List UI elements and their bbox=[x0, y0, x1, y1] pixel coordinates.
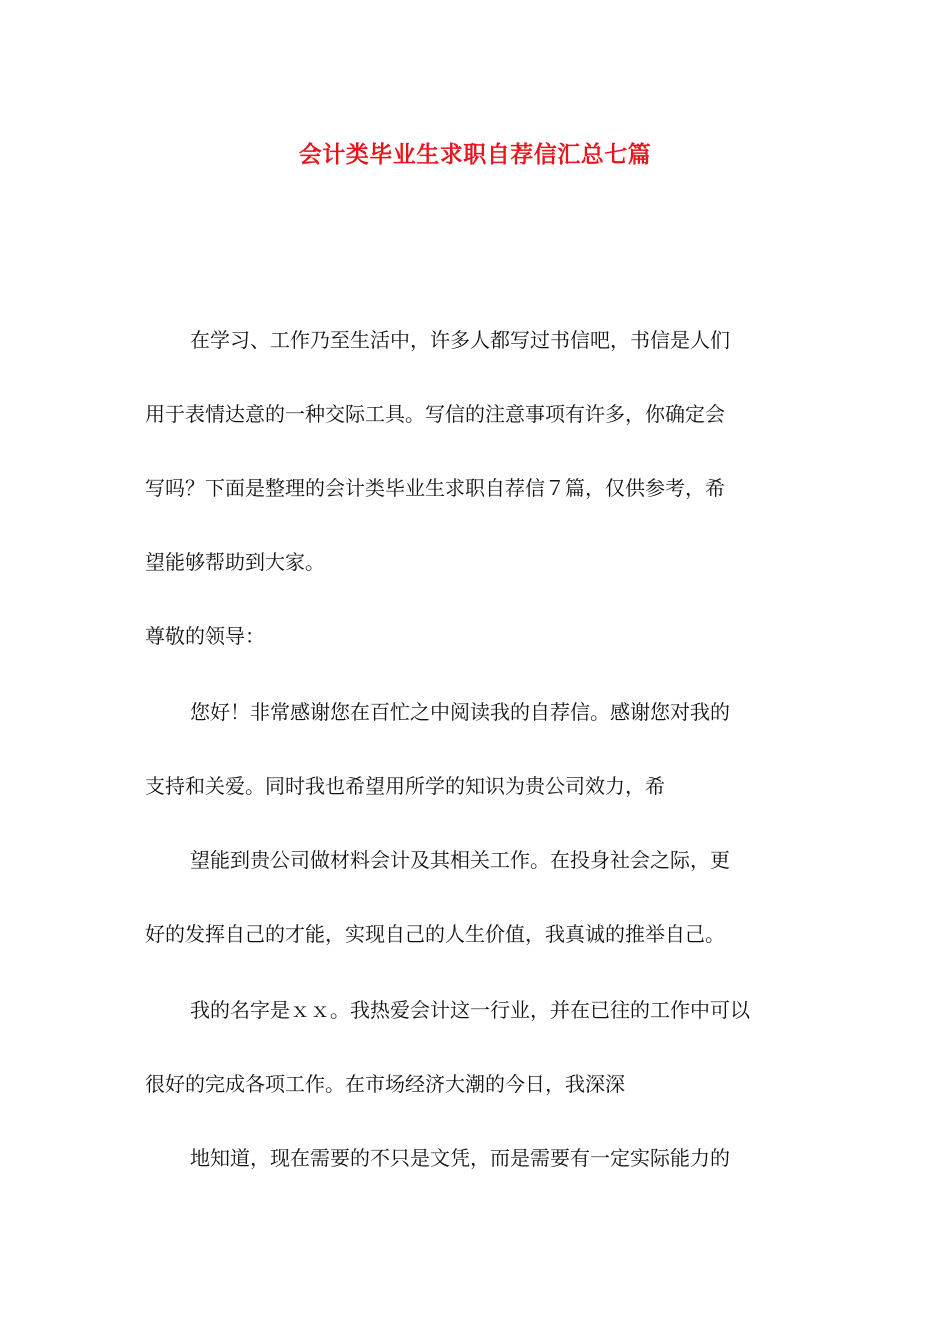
body-line: 我的名字是ｘｘ。我热爱会计这一行业，并在已往的工作中可以 bbox=[190, 998, 750, 1022]
body-line: 写吗？下面是整理的会计类毕业生求职自荐信７篇，仅供参考，希 bbox=[145, 476, 725, 500]
body-line: 在学习、工作乃至生活中，许多人都写过书信吧，书信是人们 bbox=[190, 328, 730, 352]
document-title: 会计类毕业生求职自荐信汇总七篇 bbox=[298, 141, 652, 168]
body-line: 用于表情达意的一种交际工具。写信的注意事项有许多，你确定会 bbox=[145, 402, 725, 426]
body-line: 支持和关爱。同时我也希望用所学的知识为贵公司效力，希 bbox=[145, 774, 665, 798]
body-line: 您好！非常感谢您在百忙之中阅读我的自荐信。感谢您对我的 bbox=[190, 700, 730, 724]
salutation: 尊敬的领导： bbox=[145, 624, 265, 648]
body-line: 很好的完成各项工作。在市场经济大潮的今日，我深深 bbox=[145, 1072, 625, 1096]
body-line: 望能够帮助到大家。 bbox=[145, 550, 325, 574]
body-line: 好的发挥自己的才能，实现自己的人生价值，我真诚的推举自己。 bbox=[145, 922, 725, 946]
body-line: 望能到贵公司做材料会计及其相关工作。在投身社会之际，更 bbox=[190, 848, 730, 872]
body-line: 地知道，现在需要的不只是文凭，而是需要有一定实际能力的 bbox=[190, 1146, 730, 1170]
